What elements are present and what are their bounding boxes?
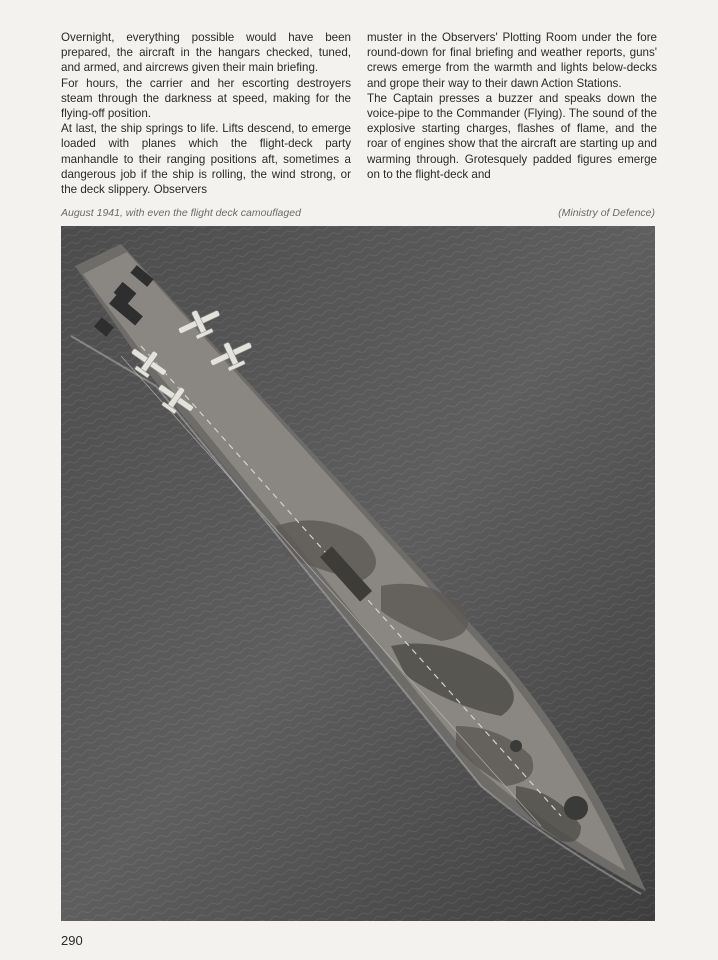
paragraph: The Captain presses a buzzer and speaks down the voice-pipe to the Commander (Flying). The sound of the explosive starting charges, flashes of flame, and the roar of engines show that the aircraft are starting up and warming through. Grotesquely padded figures emerge on to the flight-deck and <box>367 91 657 181</box>
paragraph: Overnight, everything possible would have been prepared, the aircraft in the hangars checked, tuned, and armed, and aircrews given their main briefing. <box>61 31 351 75</box>
text-column-right <box>367 30 657 182</box>
caption-text: August 1941, with even the flight deck camouflaged <box>61 207 301 219</box>
bow-feature <box>510 740 522 752</box>
text-column-left <box>61 30 351 197</box>
paragraph: muster in the Observers' Plotting Room under the fore round-down for final briefing and weather reports, guns' crews emerge from the warmth and lights below-decks and grope their way to their dawn Action Stations. <box>367 31 657 90</box>
page-number: 290 <box>61 933 83 948</box>
paragraph: For hours, the carrier and her escorting destroyers steam through the darkness at speed, making for the flying-off position. <box>61 76 351 121</box>
photo-caption <box>61 207 655 223</box>
bow-feature <box>564 796 588 820</box>
paragraph: At last, the ship springs to life. Lifts descend, to emerge loaded with planes which the flight-deck party manhandle to their ranging positions aft, sometimes a dangerous job if the ship is rolling, the wind strong, or the deck slippery. Observers <box>61 122 351 197</box>
caption-credit: (Ministry of Defence) <box>558 207 655 219</box>
aerial-photo-aircraft-carrier <box>61 226 655 921</box>
